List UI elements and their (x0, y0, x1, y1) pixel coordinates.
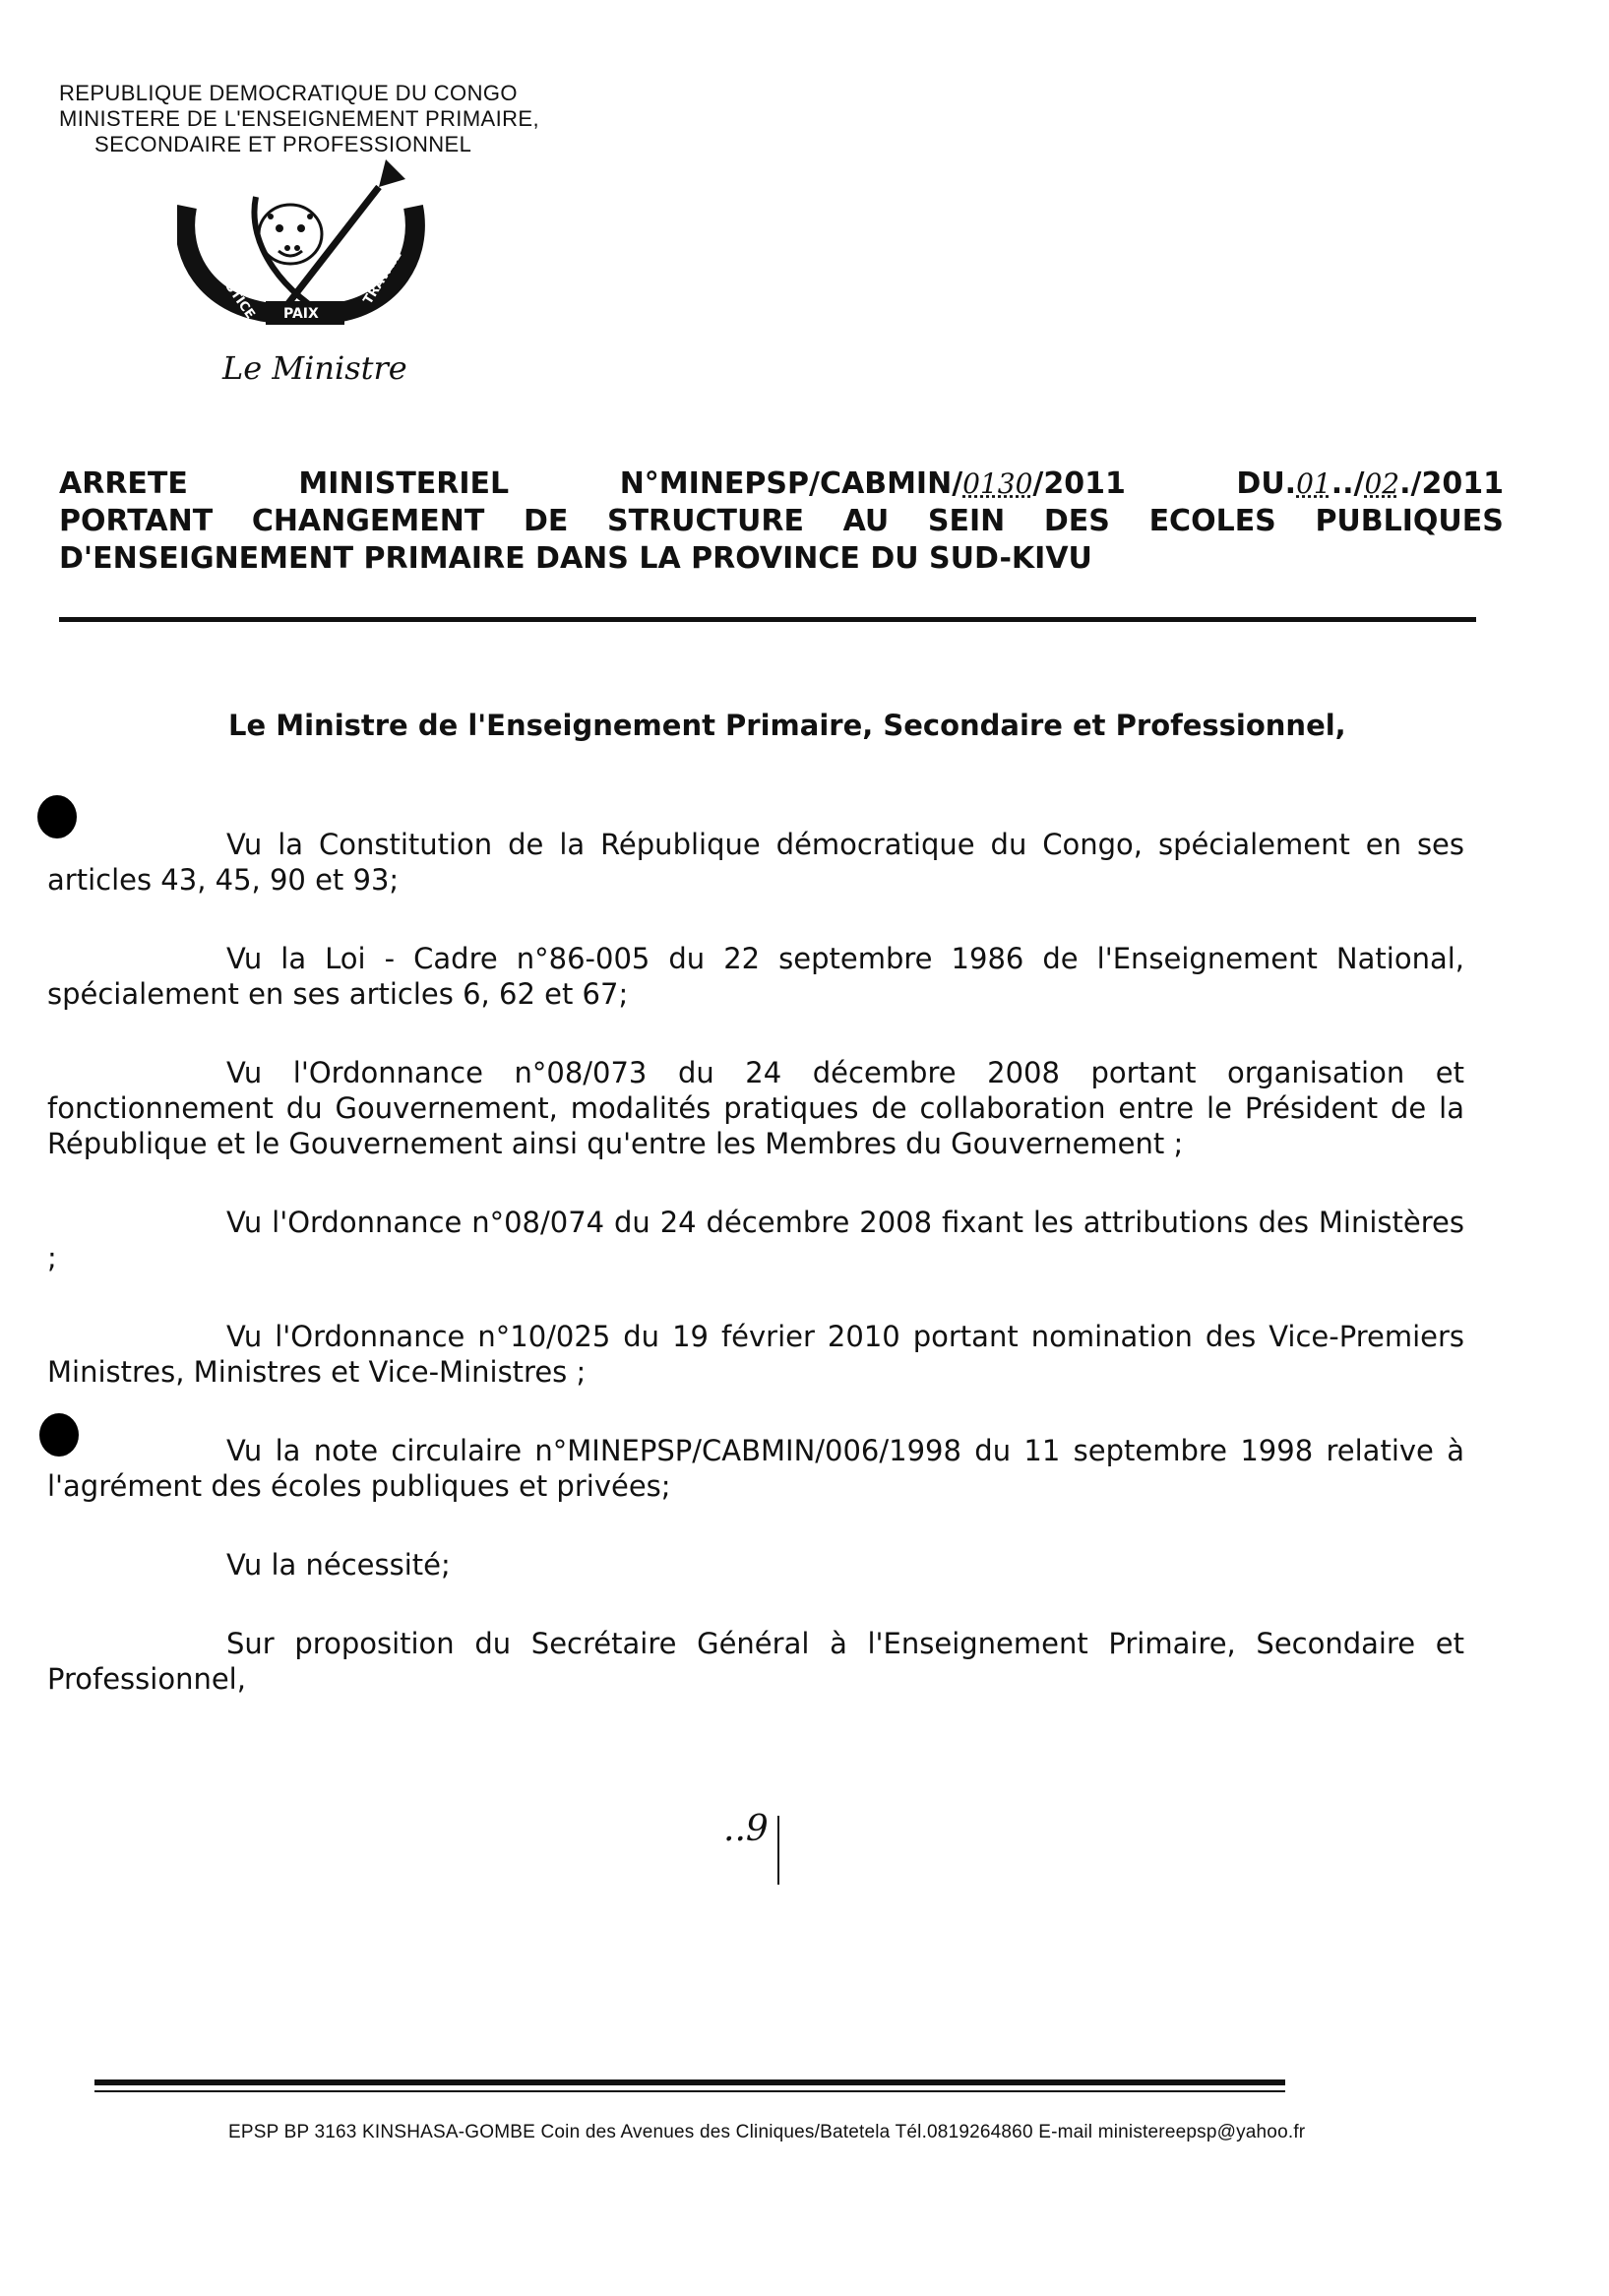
title-line2-word: SEIN (927, 504, 1006, 538)
seal-ribbon-bottom: PAIX (283, 306, 319, 322)
decree-date-prefix: DU. (1236, 466, 1297, 501)
title-line2-word: STRUCTURE (606, 504, 804, 538)
letterhead-ministry-cont: SECONDAIRE ET PROFESSIONNEL (94, 132, 472, 156)
title-underline (59, 617, 1476, 622)
seal-ribbon-left: JUSTICE (213, 267, 258, 322)
title-word-ministeriel: MINISTERIEL (298, 466, 510, 501)
letterhead-ministry: MINISTERE DE L'ENSEIGNEMENT PRIMAIRE, (59, 106, 540, 131)
title-line2-word: AU (842, 504, 890, 538)
decree-title-line1 (59, 465, 1504, 503)
decree-title-line3: D'ENSEIGNEMENT PRIMAIRE DANS LA PROVINCE DU SUD-KIVU (59, 541, 1092, 576)
title-line2-word: CHANGEMENT (251, 504, 485, 538)
preamble-paragraph: Vu la Loi - Cadre n°86-005 du 22 septembre 1986 de l'Enseignement National, spécialement en ses articles 6, 62 et 67; (47, 942, 1464, 1011)
decree-title-line2 (59, 503, 1504, 540)
preamble-paragraph: Vu la nécessité; (226, 1548, 451, 1582)
decree-number-handwritten: 0130 (962, 467, 1033, 500)
preamble-paragraph: Vu la note circulaire n°MINEPSP/CABMIN/006/1998 du 11 septembre 1998 relative à l'agrément des écoles publiques et privées; (47, 1434, 1464, 1503)
preamble-paragraph: Sur proposition du Secrétaire Général à l'Enseignement Primaire, Secondaire et Professionnel, (47, 1627, 1464, 1696)
seal-ribbon-right: TRAVAIL (360, 248, 405, 308)
decree-preamble (47, 827, 1464, 1740)
preamble-paragraph: Vu la Constitution de la République démocratique du Congo, spécialement en ses articles 43, 45, 90 et 93; (47, 828, 1464, 897)
page-initials: ..9 (723, 1809, 769, 1849)
letterhead (59, 81, 650, 157)
decree-number (620, 465, 1126, 503)
title-line2-word: PUBLIQUES (1315, 504, 1504, 538)
decree-date-year: ./2011 (1399, 466, 1504, 501)
decree-number-prefix: N°MINEPSP/CABMIN/ (619, 466, 963, 501)
title-line2-word: ECOLES (1148, 504, 1276, 538)
preamble-paragraph: Vu l'Ordonnance n°08/073 du 24 décembre 2008 portant organisation et fonctionnement du Gouvernement, modalités pratiques de collaboration entre le Président de la République et le Gouvernement ainsi qu'entre les Membres du Gouvernement ; (47, 1056, 1464, 1160)
footer-rule (94, 2079, 1285, 2085)
preamble-heading: Le Ministre de l'Enseignement Primaire, Secondaire et Professionnel, (228, 709, 1346, 742)
title-line2-word: PORTANT (59, 504, 214, 538)
coat-of-arms-seal (177, 157, 433, 344)
decree-title (59, 465, 1504, 578)
footer-contact: EPSP BP 3163 KINSHASA-GOMBE Coin des Avenues des Cliniques/Batetela Tél.0819264860 E-mail ministereepsp@yahoo.fr (228, 2122, 1306, 2142)
title-line2-word: DES (1043, 504, 1110, 538)
decree-number-year: /2011 (1032, 466, 1126, 501)
title-word-arrete: ARRETE (59, 466, 188, 501)
preamble-paragraph: Vu l'Ordonnance n°10/025 du 19 février 2010 portant nomination des Vice-Premiers Ministres, Ministres et Vice-Ministres ; (47, 1320, 1464, 1389)
letterhead-country: REPUBLIQUE DEMOCRATIQUE DU CONGO (59, 81, 518, 105)
minister-heading: Le Ministre (222, 349, 407, 387)
decree-date-month-handwritten: 02 (1364, 467, 1400, 500)
initials-stroke (777, 1816, 779, 1885)
decree-date-day-handwritten: 01 (1296, 467, 1331, 500)
decree-date-separator: ../ (1331, 466, 1365, 501)
preamble-paragraph: Vu l'Ordonnance n°08/074 du 24 décembre 2008 fixant les attributions des Ministères ; (47, 1206, 1464, 1274)
decree-date (1236, 465, 1504, 503)
footer-rule-thin (94, 2090, 1285, 2092)
title-line2-word: DE (523, 504, 569, 538)
